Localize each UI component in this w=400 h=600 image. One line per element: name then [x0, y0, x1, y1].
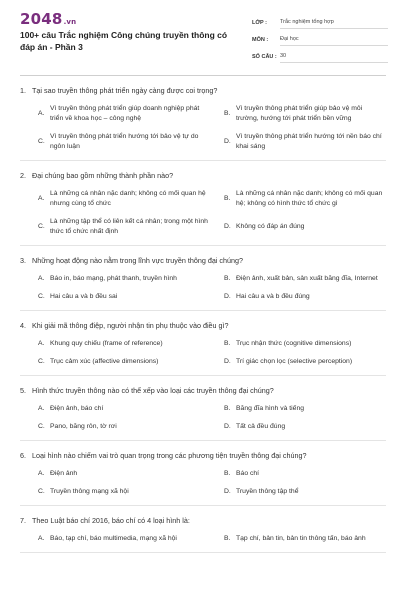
option-letter: B.: [224, 275, 231, 282]
option-text: Băng đĩa hình và tiếng: [236, 405, 305, 412]
option-a[interactable]: [38, 404, 212, 414]
option-letter: B.: [224, 340, 231, 347]
site-logo[interactable]: [20, 10, 76, 28]
option-a[interactable]: [38, 534, 212, 544]
option-text: Tất cả đều đúng: [236, 423, 286, 430]
option-c[interactable]: [38, 292, 212, 302]
meta-label: LỚP :: [252, 20, 267, 26]
option-letter: D.: [224, 423, 231, 430]
option-a[interactable]: [38, 104, 212, 124]
option-letter: A.: [38, 340, 45, 347]
question-number: 3.: [20, 256, 26, 265]
option-letter: A.: [38, 470, 45, 477]
question-text: [20, 86, 386, 96]
meta-row-subject: [252, 29, 388, 46]
option-a[interactable]: [38, 274, 212, 284]
option-text: Hai câu a và b đều đúng: [236, 293, 310, 300]
logo-suffix: .vn: [63, 18, 77, 26]
option-letter: A.: [38, 110, 45, 117]
option-text: Hai câu a và b đều sai: [50, 293, 118, 300]
logo-text: 2048: [20, 10, 63, 28]
option-letter: A.: [38, 195, 45, 202]
option-text: Tạp chí, bản tin, bản tin thông tấn, báo ảnh: [236, 535, 366, 542]
option-b[interactable]: [224, 534, 386, 544]
meta-value: Trắc nghiệm tổng hợp: [280, 19, 388, 29]
option-a[interactable]: [38, 469, 212, 479]
question-prompt: Hình thức truyền thông nào có thể xếp vào loại các truyền thông đại chúng?: [32, 386, 274, 395]
option-text: Vì truyền thông phát triển giúp doanh nghiệp phát triển về khoa học – công nghệ: [50, 105, 200, 122]
option-text: Báo chí: [236, 470, 260, 477]
question-number: 6.: [20, 451, 26, 460]
document-header: [20, 0, 386, 76]
option-text: Vì truyền thông phát triển hướng tới nền báo chí khai sáng: [236, 133, 382, 150]
answer-options: [20, 274, 386, 302]
option-text: Truyền thông mạng xã hội: [50, 488, 129, 495]
meta-label: SỐ CÂU :: [252, 54, 277, 60]
option-c[interactable]: [38, 487, 212, 497]
option-text: Pano, băng rôn, tờ rơi: [50, 423, 117, 430]
option-d[interactable]: [224, 487, 386, 497]
option-letter: B.: [224, 470, 231, 477]
question-2: [20, 161, 386, 246]
option-b[interactable]: [224, 104, 386, 124]
question-prompt: Tại sao truyền thông phát triển ngày càng được coi trọng?: [32, 86, 218, 95]
question-number: 7.: [20, 516, 26, 525]
answer-options: [20, 104, 386, 152]
answer-options: [20, 469, 386, 497]
option-c[interactable]: [38, 422, 212, 432]
option-letter: B.: [224, 110, 231, 117]
question-prompt: Đại chúng bao gồm những thành phần nào?: [32, 171, 174, 180]
question-1: [20, 76, 386, 161]
question-number: 5.: [20, 386, 26, 395]
option-letter: D.: [224, 488, 231, 495]
question-prompt: Theo Luật báo chí 2016, báo chí có 4 loại hình là:: [32, 516, 190, 525]
question-7: [20, 506, 386, 553]
option-letter: A.: [38, 535, 45, 542]
option-text: Báo in, báo mạng, phát thanh, truyền hình: [50, 275, 177, 282]
question-prompt: Loại hình nào chiếm vai trò quan trọng trong các phương tiện truyền thông đại chúng?: [32, 451, 307, 460]
document-title: 100+ câu Trắc nghiệm Công chúng truyền thông có đáp án - Phần 3: [20, 30, 228, 52]
option-a[interactable]: [38, 189, 212, 209]
option-text: Trục nhận thức (cognitive dimensions): [236, 340, 352, 347]
option-text: Điện ảnh: [50, 470, 78, 477]
option-text: Là những tập thể có liên kết cá nhân; trong một hình thức tổ chức nhất định: [50, 218, 208, 235]
option-text: Là những cá nhân nặc danh; không có mối quan hệ nhưng cùng tổ chức: [50, 190, 206, 207]
option-text: Khung quy chiếu (frame of reference): [50, 340, 163, 347]
option-text: Vì truyền thông phát triển hướng tới bảo vệ tự do ngôn luận: [50, 133, 199, 150]
answer-options: [20, 339, 386, 367]
question-3: [20, 246, 386, 311]
option-letter: D.: [224, 223, 231, 230]
question-text: [20, 171, 386, 181]
option-letter: D.: [224, 138, 231, 145]
meta-row-count: [252, 46, 388, 63]
option-letter: A.: [38, 275, 45, 282]
question-4: [20, 311, 386, 376]
option-letter: B.: [224, 195, 231, 202]
option-b[interactable]: [224, 274, 386, 284]
answer-options: [20, 534, 386, 544]
option-b[interactable]: [224, 339, 386, 349]
option-b[interactable]: [224, 189, 386, 209]
meta-label: MÔN :: [252, 37, 269, 43]
question-number: 1.: [20, 86, 26, 95]
option-d[interactable]: [224, 422, 386, 432]
option-d[interactable]: [224, 292, 386, 302]
option-letter: C.: [38, 358, 45, 365]
option-letter: B.: [224, 405, 231, 412]
answer-options: [20, 404, 386, 432]
question-5: [20, 376, 386, 441]
option-d[interactable]: [224, 217, 386, 237]
option-text: Trí giác chọn lọc (selective perception): [236, 358, 353, 365]
question-6: [20, 441, 386, 506]
option-c[interactable]: [38, 217, 212, 237]
option-text: Điện ảnh, xuất bản, sản xuất băng đĩa, Internet: [236, 275, 378, 282]
option-text: Truyền thông tập thể: [236, 488, 299, 495]
question-text: [20, 516, 386, 526]
option-letter: C.: [38, 423, 45, 430]
option-text: Trục cảm xúc (affective dimensions): [50, 358, 159, 365]
option-letter: C.: [38, 293, 45, 300]
question-text: [20, 451, 386, 461]
option-text: Điện ảnh, báo chí: [50, 405, 104, 412]
meta-row-class: [252, 12, 388, 29]
option-d[interactable]: [224, 132, 386, 152]
option-c[interactable]: [38, 357, 212, 367]
option-letter: A.: [38, 405, 45, 412]
option-c[interactable]: [38, 132, 212, 152]
answer-options: [20, 189, 386, 237]
meta-value: Đại học: [280, 36, 388, 46]
question-text: [20, 386, 386, 396]
meta-value: 30: [280, 53, 388, 63]
question-prompt: Khi giải mã thông điệp, người nhận tin phụ thuộc vào điều gì?: [32, 321, 229, 330]
option-letter: C.: [38, 223, 45, 230]
question-number: 4.: [20, 321, 26, 330]
option-text: Không có đáp án đúng: [236, 223, 305, 230]
option-b[interactable]: [224, 404, 386, 414]
option-letter: D.: [224, 358, 231, 365]
option-text: Vì truyền thông phát triển giúp bảo vệ môi trường, hướng tới phát triển bền vững: [236, 105, 363, 122]
option-a[interactable]: [38, 339, 212, 349]
question-prompt: Những hoạt động nào nằm trong lĩnh vực truyền thông đại chúng?: [32, 256, 244, 265]
option-text: Là những cá nhân nặc danh; không có mối quan hệ; không có hình thức tổ chức gì: [236, 190, 383, 207]
document-meta: [252, 12, 388, 63]
option-b[interactable]: [224, 469, 386, 479]
question-list: [20, 76, 386, 553]
option-d[interactable]: [224, 357, 386, 367]
option-letter: C.: [38, 138, 45, 145]
option-letter: D.: [224, 293, 231, 300]
option-letter: B.: [224, 535, 231, 542]
question-number: 2.: [20, 171, 26, 180]
option-text: Báo, tạp chí, báo multimedia, mạng xã hội: [50, 535, 177, 542]
question-text: [20, 256, 386, 266]
question-text: [20, 321, 386, 331]
option-letter: C.: [38, 488, 45, 495]
